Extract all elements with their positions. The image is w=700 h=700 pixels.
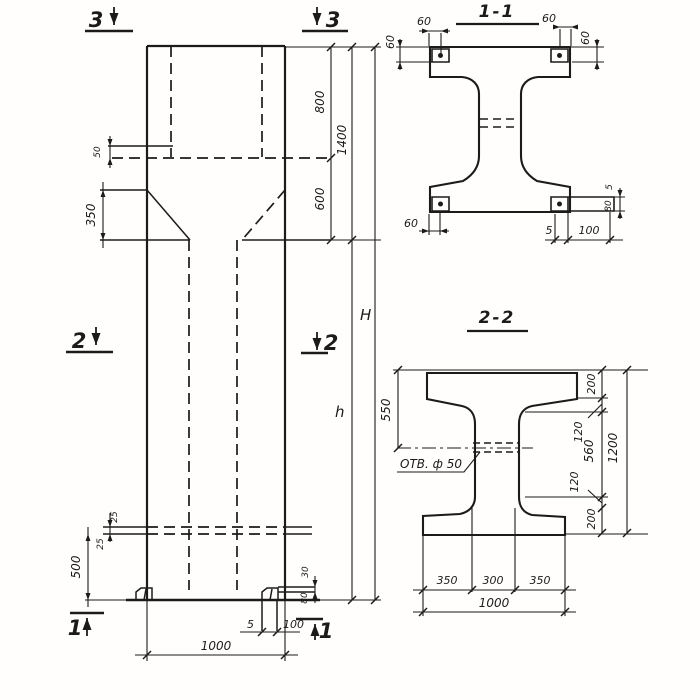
- section-3-label-left: 3: [88, 8, 104, 32]
- dim-80-right: 80: [604, 200, 614, 212]
- column-elevation: [66, 7, 381, 661]
- dim-350-left: 350: [436, 574, 458, 587]
- dim-100-base: 100: [283, 618, 304, 631]
- section-1-1: [384, 2, 625, 244]
- embedded-plates: [432, 49, 614, 211]
- section-2-label-right: 2: [323, 331, 339, 355]
- dim-560: 560: [582, 439, 596, 463]
- section-2-2-title: 2-2: [478, 308, 516, 328]
- dim-600: 600: [313, 187, 327, 211]
- dim-100-bottom: 100: [578, 224, 600, 237]
- section-2-label-left: 2: [71, 329, 87, 353]
- dim-60-bottom-left: 60: [404, 217, 418, 230]
- dim-350: 350: [84, 203, 98, 227]
- elevation-dim-arrowheads: [86, 139, 318, 600]
- dim-350-right: 350: [529, 574, 551, 587]
- dim-60-top-left: 60: [417, 15, 431, 28]
- section-2-2-outline: [423, 373, 577, 535]
- dim-550: 550: [379, 398, 393, 422]
- dim-5-right: 5: [605, 184, 615, 190]
- dim-200-top: 200: [585, 373, 598, 395]
- dim-1000-elev: 1000: [200, 639, 232, 653]
- section-1-1-outline: [430, 47, 570, 212]
- dim-25-top: 25: [110, 511, 120, 523]
- dim-25-bottom: 25: [96, 538, 106, 550]
- dim-1000-section: 1000: [478, 596, 510, 610]
- dim-200-bottom: 200: [585, 508, 598, 530]
- section-2-2-dim-lines: [393, 370, 648, 616]
- section-marker-underlines: [66, 31, 348, 619]
- section-1-label-left: 1: [67, 616, 83, 640]
- embedded-plate-outlines: [432, 49, 614, 211]
- dim-h: h: [335, 403, 345, 421]
- section-1-label-right: 1: [318, 619, 334, 643]
- dim-60-left: 60: [384, 35, 397, 49]
- dim-5-bottom: 5: [545, 224, 553, 237]
- column-hidden-lines: [112, 46, 330, 590]
- dim-1400: 1400: [335, 124, 349, 156]
- section-1-1-web-hole-dashed: [480, 119, 518, 127]
- dim-5-base: 5: [247, 618, 254, 631]
- column-detail-lines: [100, 146, 330, 631]
- dim-60-right: 60: [579, 31, 592, 45]
- section-3-label-right: 3: [325, 8, 341, 32]
- dim-120-bottom: 120: [568, 471, 581, 493]
- dim-300: 300: [482, 574, 504, 587]
- dim-1200: 1200: [606, 432, 620, 464]
- section-1-1-title: 1-1: [478, 2, 516, 22]
- dim-50: 50: [93, 146, 103, 158]
- section-2-2: [379, 308, 648, 616]
- dim-30: 30: [301, 566, 311, 578]
- dim-80: 80: [300, 592, 310, 604]
- hole-label: ОТВ. ф 50: [400, 457, 462, 471]
- section-markers: [66, 7, 348, 643]
- dim-500: 500: [69, 555, 83, 579]
- section-2-2-dim-ticks: [394, 366, 631, 616]
- dim-60-top-right: 60: [542, 12, 556, 25]
- dim-H: H: [360, 306, 372, 324]
- dim-800: 800: [313, 90, 327, 114]
- dim-120-top: 120: [572, 421, 585, 443]
- column-outline: [147, 46, 285, 600]
